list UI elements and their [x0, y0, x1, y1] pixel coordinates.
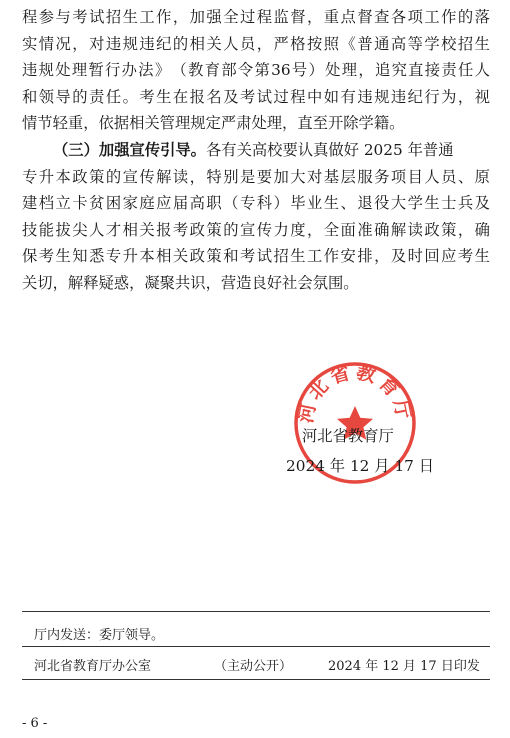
section-heading: （三）加强宣传引导。 [53, 140, 206, 159]
paragraph-line: 违 规 处 理 暂 行 办 法 》 （ 教 育 部 令 第 36 号 ） 处 理 ， 追 究 直 接 责 任 人 [22, 61, 490, 80]
footer-divider-middle [22, 646, 490, 647]
footer-distribution: 厅内发送：委厅领导。 [34, 628, 165, 643]
signature-date: 2024 年 12 月 17 日 [286, 457, 435, 475]
seal-text: 河北省教育厅 [294, 360, 416, 425]
section-text: 各有关高校要认真做好 2025 年普通 [205, 140, 454, 159]
signature-agency: 河北省教育厅 [302, 427, 394, 445]
footer-divider-top [22, 611, 490, 612]
footer-disclosure: （主动公开） [214, 659, 293, 674]
paragraph-line: 关切，解释疑惑，凝聚共识，营造良好社会氛围。 [22, 273, 359, 292]
page-number: - 6 - [22, 716, 48, 731]
paragraph-line: 建 档 立 卡 贫 困 家 庭 应 届 高 职 （ 专 科 ） 毕 业 生 、 退 役 大 学 生 士 兵 及 [22, 194, 490, 213]
section-first-line [22, 137, 490, 164]
footer-office: 河北省教育厅办公室 [34, 659, 152, 674]
footer-print-date: 2024 年 12 月 17 日印发 [328, 659, 480, 674]
paragraph-line: 和 领 导 的 责 任 。 考 生 在 报 名 及 考 试 过 程 中 如 有 违 规 违 纪 行 为 ， 视 [22, 87, 490, 106]
document-body [22, 4, 490, 297]
paragraph-line: 专 升 本 政 策 的 宣 传 解 读 ， 特 别 是 要 加 大 对 基 层 服 务 项 目 人 员 、 原 [22, 167, 490, 186]
paragraph-line: 程 参 与 考 试 招 生 工 作 ， 加 强 全 过 程 监 督 ， 重 点 督 查 各 项 工 作 的 落 [22, 8, 490, 26]
paragraph-line: 情节轻重，依据相关管理规定严肃处理，直至开除学籍。 [22, 114, 405, 133]
paragraph-line: 技 能 拔 尖 人 才 相 关 报 考 政 策 的 宣 传 力 度 ， 全 面 准 确 解 读 政 策 ， 确 [22, 220, 490, 239]
paragraph-line: 保 考 生 知 悉 专 升 本 相 关 政 策 和 考 试 招 生 工 作 安 排 ， 及 时 回 应 考 生 [22, 247, 490, 266]
paragraph-line: 实 情 况 ， 对 违 规 违 纪 的 相 关 人 员 ， 严 格 按 照 《 普 通 高 等 学 校 招 生 [22, 34, 490, 53]
footer-divider-bottom [22, 679, 490, 680]
